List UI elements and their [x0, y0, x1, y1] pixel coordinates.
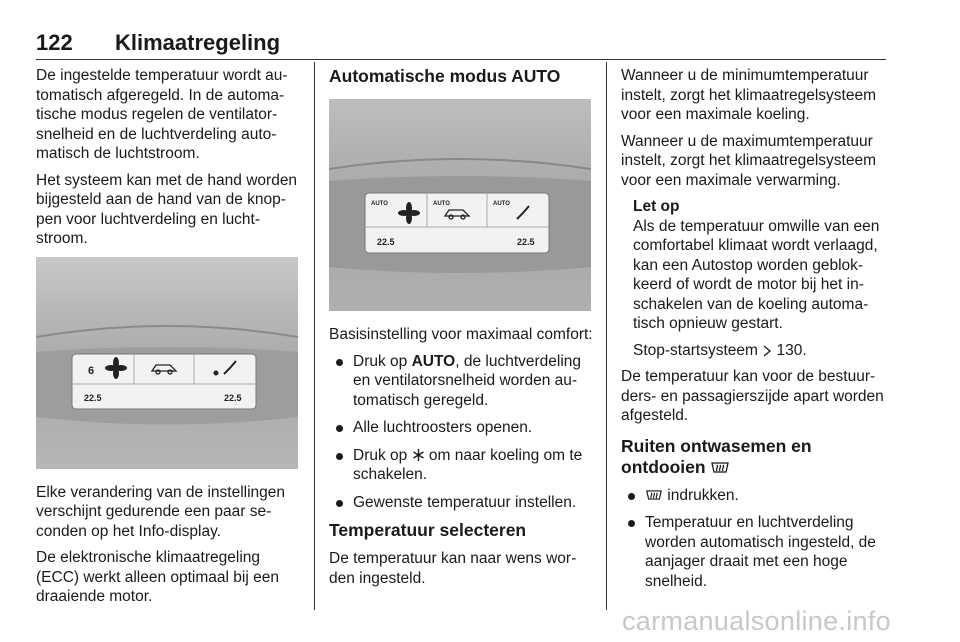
auto-label-2: AUTO	[433, 201, 450, 207]
watermark-logo: carmanualsonline.info	[622, 606, 891, 636]
page-header	[36, 12, 884, 55]
bullet-list	[621, 486, 887, 592]
column-divider-1	[314, 62, 315, 610]
paragraph: De ingestelde temperatuur wordt automatisch afgeregeld. In de automatische modus regelen de ventilatorsnelheid en de luchtverdeling automatisch de luchtstroom.	[36, 67, 288, 162]
heading-text: Ruiten ontwasemen en ontdooien	[621, 435, 812, 477]
text: Druk op	[353, 352, 412, 370]
paragraph: Basisinstelling voor maximaal comfort:	[329, 326, 593, 343]
auto-label-3: AUTO	[493, 201, 510, 207]
column-divider-2	[606, 62, 607, 610]
snowflake-icon	[412, 448, 425, 462]
column-3	[621, 66, 887, 599]
paragraph: De elektronische klimaatregeling (ECC) werkt alleen optimaal bij een draaiende motor.	[36, 549, 279, 605]
paragraph: Wanneer u de maximumtemperatuur instelt, zorgt het klimaatregelsysteem voor een maximale verwarming.	[621, 132, 876, 189]
temp-right: 22.5	[517, 237, 535, 247]
paragraph: Wanneer u de minimumtemperatuur instelt, zorgt het klimaatregelsysteem voor een maximale koeling.	[621, 67, 876, 123]
note-title: Let op	[633, 198, 680, 215]
auto-label-1: AUTO	[371, 201, 388, 207]
list-item	[329, 493, 593, 513]
section-heading: Automatische modus AUTO	[329, 66, 561, 86]
bullet-dot	[628, 520, 635, 527]
note-reference	[633, 341, 887, 361]
bullet-dot	[336, 453, 343, 460]
paragraph: De temperatuur kan naar wens worden ingesteld.	[329, 550, 577, 587]
text: Gewenste temperatuur instellen.	[353, 493, 577, 511]
list-item	[621, 513, 887, 591]
temp-right: 22.5	[224, 392, 242, 403]
list-item	[329, 352, 593, 411]
bullet-list	[329, 352, 593, 513]
rear-defrost-icon	[645, 488, 663, 502]
note-box	[621, 197, 887, 360]
text: Alle luchtroosters openen.	[353, 419, 533, 436]
text: om naar koeling om te schakelen.	[353, 446, 583, 483]
column-2	[329, 66, 593, 595]
text: Temperatuur en luchtverdeling worden automatisch ingesteld, de aanjager draait met een hoge snelheid.	[645, 514, 876, 590]
auto-button-label: AUTO	[411, 352, 456, 370]
page-number: 122	[36, 30, 73, 55]
list-item	[329, 418, 593, 438]
bullet-dot	[336, 500, 343, 507]
text: Druk op	[353, 446, 412, 464]
temp-left: 22.5	[377, 237, 395, 247]
section-heading	[621, 436, 887, 478]
column-1	[36, 66, 300, 614]
list-item	[621, 486, 887, 506]
page-ref-number: 130.	[776, 341, 807, 359]
paragraph: Het systeem kan met de hand worden bijgesteld aan de hand van de knoppen voor luchtverdeling en luchtstroom.	[36, 171, 298, 247]
bullet-dot	[628, 493, 635, 500]
rear-defrost-icon	[710, 460, 730, 475]
fan-level-text: 6	[88, 364, 95, 377]
temp-left: 22.5	[84, 392, 102, 403]
paragraph: Elke verandering van de instellingen verschijnt gedurende een paar seconden op het Info-display.	[36, 483, 286, 540]
climate-display-photo-1	[36, 257, 298, 469]
list-item	[329, 446, 593, 485]
section-heading: Temperatuur selecteren	[329, 520, 527, 540]
text: , de luchtverdeling en ventilatorsnelheid worden automatisch geregeld.	[353, 352, 582, 409]
paragraph: De temperatuur kan voor de bestuurders- en passagierszijde apart worden afgesteld.	[621, 368, 884, 424]
page-title: Klimaatregeling	[115, 30, 281, 55]
text: indrukken.	[663, 486, 739, 504]
bullet-dot	[336, 425, 343, 432]
bullet-dot	[336, 359, 343, 366]
text: Stop-startsysteem	[633, 341, 763, 359]
note-body: Als de temperatuur omwille van een comfortabel klimaat wordt verlaagd, kan een Autostop worden geblokkeerd of wordt de motor bij het inschakelen van de koeling automatisch opnieuw gestart.	[633, 217, 880, 332]
climate-display-photo-2	[329, 99, 591, 311]
page-reference-arrow-icon	[762, 345, 772, 357]
header-rule	[36, 59, 886, 60]
